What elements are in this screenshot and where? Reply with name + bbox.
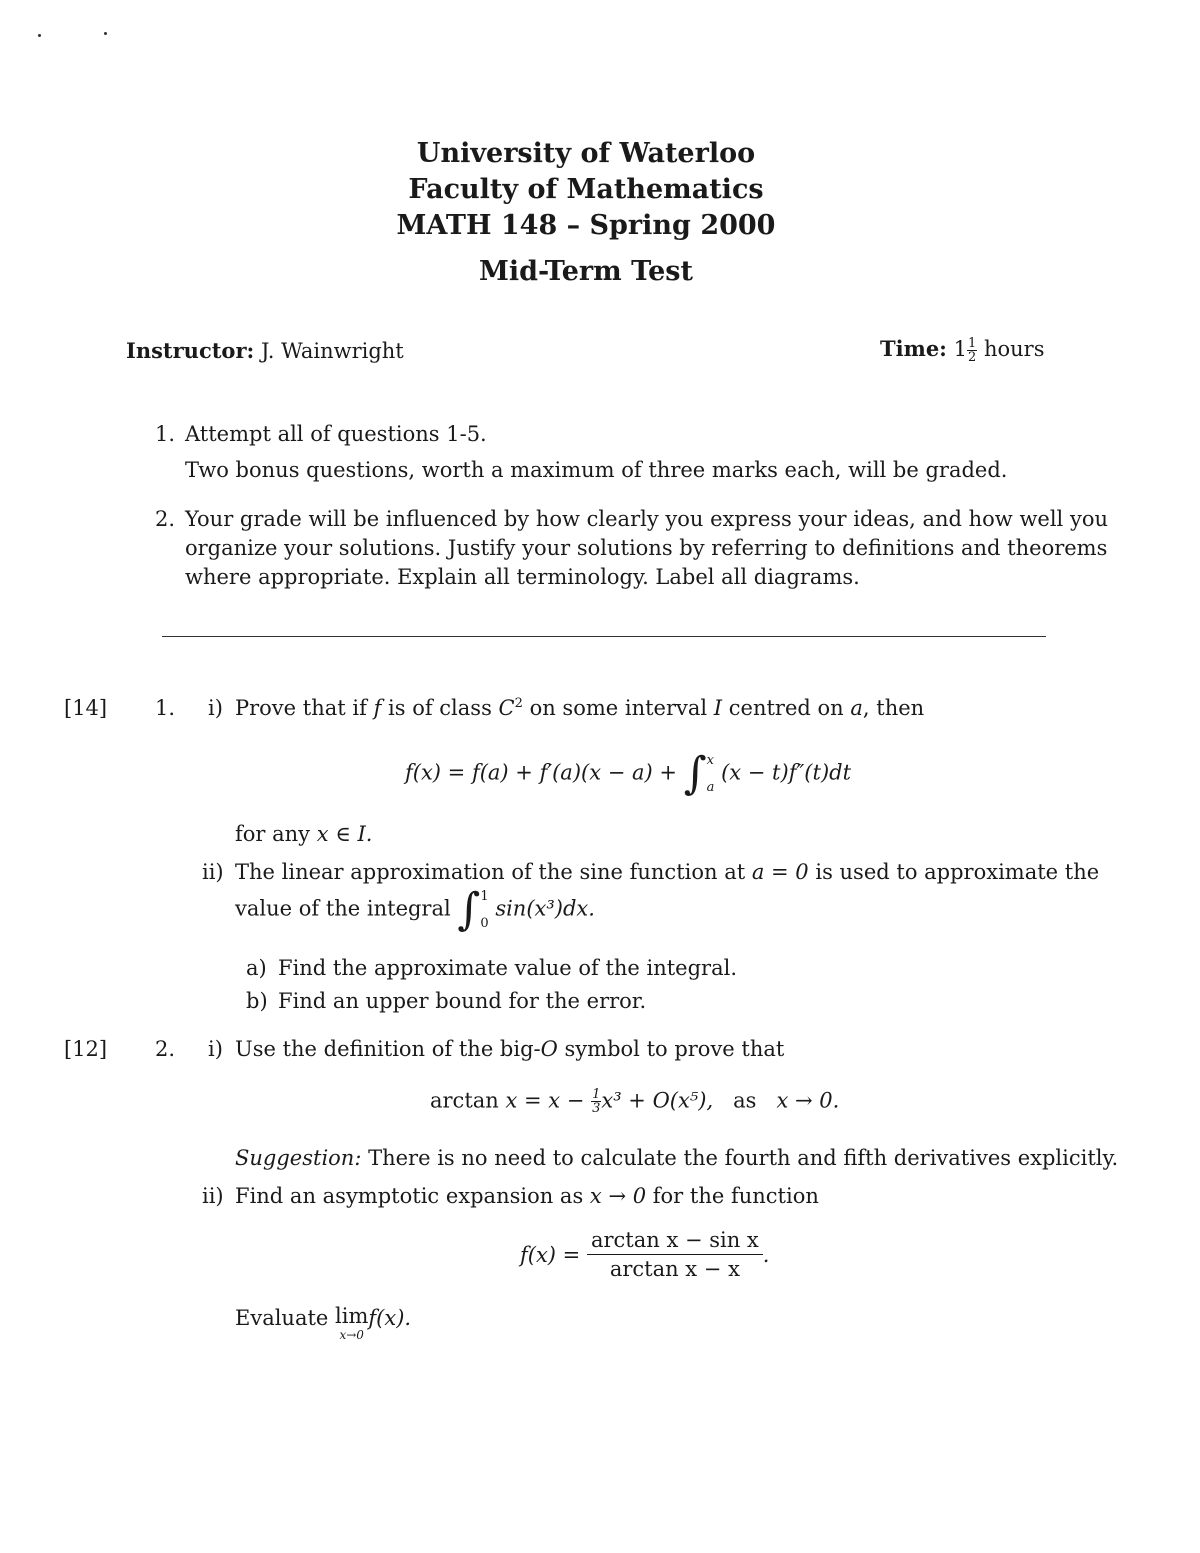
q2-evaluate-line (235, 1306, 411, 1341)
q1-i-text-mid: is of class (388, 696, 492, 720)
q2-part-i-label: i) (208, 1037, 223, 1061)
q1-part-ii-line-1 (235, 860, 1099, 884)
q1-part-ii-line-2 (235, 884, 595, 935)
q2-suggestion-text: There is no need to calculate the fourth and fifth derivatives explicitly. (368, 1146, 1119, 1170)
course-title: MATH 148 – Spring 2000 (396, 210, 776, 241)
q1-for-any (235, 822, 372, 846)
q1-for-any-text: for any (235, 822, 311, 846)
q2-ii-text-pre: Find an asymptotic expansion as (235, 1184, 584, 1208)
q1-ii-upper: 1 (480, 889, 489, 904)
q2-f-lhs: f(x) = (520, 1243, 581, 1267)
q2-eq-as: as (733, 1088, 757, 1113)
q2-ii-text-post: for the function (652, 1184, 819, 1208)
q1-eq-lhs: f(x) = f(a) + f′(a)(x − a) + (405, 760, 677, 785)
q1-part-i-text (235, 696, 924, 720)
q2-eq-frac-num: 1 (592, 1087, 601, 1102)
integral-sign: ∫ (683, 748, 707, 799)
q1-i-then: , then (862, 696, 925, 720)
time-frac-num: 1 (968, 335, 977, 351)
q1-ii-lower: 0 (480, 916, 489, 931)
q2-marks: [12] (64, 1037, 108, 1061)
q1-i-I: I (713, 696, 723, 720)
instruction-2-line-1: Your grade will be influenced by how clearly you express your ideas, and how well you (185, 507, 1108, 531)
q1-part-b-label: b) (246, 989, 268, 1013)
q2-eq-limit: x → 0. (776, 1088, 840, 1113)
q1-eq-lower: a (706, 780, 715, 795)
q1-i-text-pre: Prove that if (235, 696, 367, 720)
integral-sign: ∫ (457, 884, 481, 935)
q2-eq-frac-den: 3 (592, 1101, 601, 1116)
q1-i-text-centred: centred on (728, 696, 844, 720)
instruction-1-number: 1. (155, 422, 176, 446)
q1-part-ii-label: ii) (202, 860, 224, 884)
instructor-label: Instructor: (126, 338, 255, 363)
q1-taylor-equation (405, 748, 852, 799)
q1-part-a-text: Find the approximate value of the integral. (278, 956, 738, 980)
instruction-1-line-2: Two bonus questions, worth a maximum of three marks each, will be graded. (185, 458, 1008, 482)
q2-eq-rhs-pre: x = x − (505, 1088, 585, 1113)
q1-ii-line1-math: a = 0 (751, 860, 809, 884)
q1-eq-limits (707, 754, 715, 794)
time-whole: 1 (953, 337, 967, 361)
q1-i-C: C (498, 696, 515, 720)
instructor-name: J. Wainwright (260, 339, 404, 363)
q2-f-denominator: arctan x − x (609, 1257, 740, 1281)
q1-i-a: a (850, 696, 863, 720)
q2-eq-rhs-post: x³ + O(x⁵), (601, 1088, 714, 1113)
time-frac-den: 2 (968, 349, 977, 365)
instruction-2-line-3: where appropriate. Explain all terminology. Label all diagrams. (185, 565, 860, 589)
scan-speck (38, 34, 41, 37)
q1-ii-line1-post: is used to approximate the (815, 860, 1100, 884)
q1-ii-line2-pre: value of the integral (235, 896, 451, 921)
q2-ii-text-math: x → 0 (589, 1184, 647, 1208)
time-unit: hours (983, 337, 1045, 361)
scan-speck (104, 32, 107, 35)
test-title: Mid-Term Test (479, 256, 693, 287)
q1-part-a-label: a) (246, 956, 267, 980)
q2-f-numerator: arctan x − sin x (587, 1230, 763, 1255)
q2-i-O: O (540, 1037, 558, 1061)
q2-evaluate-text: Evaluate (235, 1306, 329, 1330)
faculty-title: Faculty of Mathematics (408, 174, 764, 205)
q2-limit-operator (335, 1306, 368, 1341)
q2-part-ii-label: ii) (202, 1184, 224, 1208)
q1-eq-integrand: (x − t)f″(t)dt (721, 760, 852, 785)
time-line (880, 336, 1044, 364)
q1-ii-limits (480, 890, 488, 930)
q1-number: 1. (155, 696, 176, 720)
time-label: Time: (880, 336, 947, 361)
q1-marks: [14] (64, 696, 108, 720)
q1-eq-upper: x (706, 753, 714, 768)
q2-function-definition: f(x) = $\frac{\text{arctan x − sin x}}{\text{arctan x − x}}$ . (520, 1228, 770, 1281)
q2-lim-word: lim (335, 1304, 369, 1328)
q2-part-i-text (235, 1037, 784, 1061)
q1-i-C-sup: 2 (514, 696, 523, 711)
q2-part-ii-text (235, 1184, 819, 1208)
q1-part-b-text: Find an upper bound for the error. (278, 989, 647, 1013)
instruction-1-line-1: Attempt all of questions 1-5. (185, 422, 487, 446)
q2-f-fraction (587, 1230, 763, 1280)
q1-ii-integrand: sin(x³)dx. (495, 896, 595, 921)
q2-suggestion-label: Suggestion: (235, 1146, 362, 1170)
q1-ii-line1-pre: The linear approximation of the sine function at (235, 860, 746, 884)
q1-i-text-post: on some interval (529, 696, 708, 720)
q2-i-text-pre: Use the definition of the big- (235, 1037, 541, 1061)
q2-lim-subscript: x→0 (339, 1328, 364, 1342)
q2-eq-arctan: arctan (430, 1088, 499, 1113)
time-fraction (967, 337, 977, 364)
university-title: University of Waterloo (416, 138, 756, 169)
q2-number: 2. (155, 1037, 176, 1061)
q2-arctan-equation (430, 1088, 839, 1115)
q2-eq-fraction (591, 1088, 601, 1115)
q2-lim-function: f(x). (368, 1306, 412, 1330)
q2-i-text-post: symbol to prove that (564, 1037, 785, 1061)
instructor-line (126, 338, 404, 363)
q1-for-any-math: x ∈ I. (316, 822, 373, 846)
instruction-2-line-2: organize your solutions. Justify your solutions by referring to definitions and theorems (185, 536, 1108, 560)
separator-rule (162, 636, 1046, 637)
q2-suggestion (235, 1146, 1118, 1170)
q1-part-i-label: i) (208, 696, 223, 720)
q1-i-f: f (373, 696, 382, 720)
instruction-2-number: 2. (155, 507, 176, 531)
